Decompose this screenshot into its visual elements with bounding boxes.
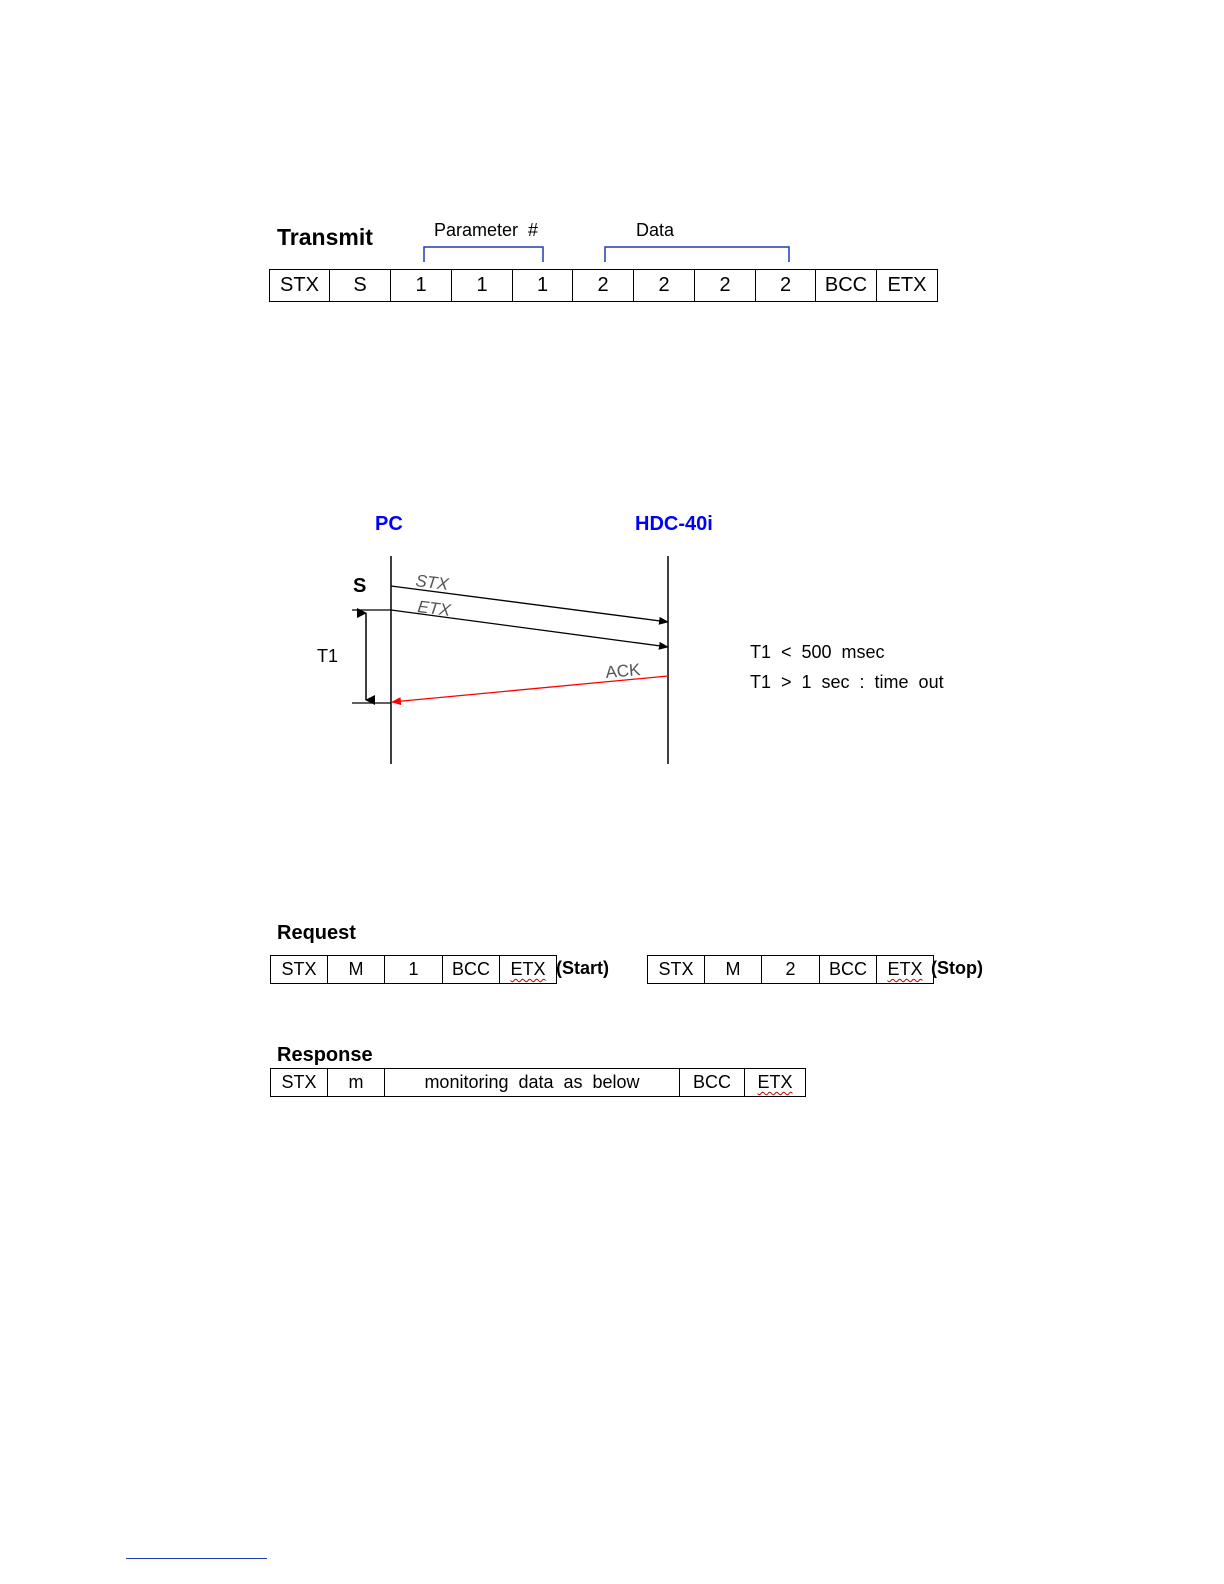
transmit-title: Transmit: [277, 224, 373, 250]
stop-cell-etx: [877, 956, 934, 984]
t1-label: T1: [317, 646, 339, 666]
request-title: Request: [277, 922, 356, 944]
response-title: Response: [277, 1044, 373, 1066]
frame-cell-data-3: 2: [695, 270, 756, 302]
start-cell-command: M: [328, 956, 385, 984]
frame-cell-data-4: 2: [756, 270, 816, 302]
parameter-label: Parameter #: [434, 220, 539, 240]
frame-cell-etx: ETX: [877, 270, 938, 302]
response-etx-text: ETX: [757, 1072, 793, 1092]
frame-cell-data-1: 2: [573, 270, 634, 302]
start-etx-text: ETX: [510, 959, 546, 979]
stop-cell-command: M: [705, 956, 762, 984]
send-label: S: [353, 575, 367, 597]
start-cell-etx: [500, 956, 557, 984]
response-cell-stx: STX: [271, 1069, 328, 1097]
frame-cell-data-2: 2: [634, 270, 695, 302]
table-row: [271, 956, 557, 984]
stx-arrow-label: STX: [414, 571, 450, 594]
stop-etx-text: ETX: [887, 959, 923, 979]
start-cell-code: 1: [385, 956, 443, 984]
request-start-suffix: (Start): [556, 958, 609, 978]
start-cell-stx: STX: [271, 956, 328, 984]
response-cell-monitoring-data: monitoring data as below: [385, 1069, 680, 1097]
response-cell-etx: [745, 1069, 806, 1097]
frame-cell-param-3: 1: [513, 270, 573, 302]
frame-cell-stx: STX: [270, 270, 330, 302]
ack-arrow-label: ACK: [604, 660, 642, 682]
etx-arrow-label: ETX: [416, 597, 452, 620]
table-row: [271, 1069, 806, 1097]
frame-cell-command: S: [330, 270, 391, 302]
data-label: Data: [636, 220, 675, 240]
stop-cell-code: 2: [762, 956, 820, 984]
device-label: HDC-40i: [635, 513, 713, 535]
pc-label: PC: [375, 513, 403, 535]
table-row: [648, 956, 934, 984]
timing-note-1: T1 < 500 msec: [750, 642, 885, 662]
frame-cell-param-1: 1: [391, 270, 452, 302]
start-cell-bcc: BCC: [443, 956, 500, 984]
frame-cell-bcc: BCC: [816, 270, 877, 302]
response-table: [270, 1068, 806, 1097]
stop-cell-bcc: BCC: [820, 956, 877, 984]
request-stop-table: [647, 955, 934, 984]
stop-cell-stx: STX: [648, 956, 705, 984]
request-stop-suffix: (Stop): [931, 958, 983, 978]
footnote-separator: [126, 1558, 267, 1559]
response-cell-bcc: BCC: [680, 1069, 745, 1097]
request-start-table: [270, 955, 557, 984]
timing-note-2: T1 > 1 sec : time out: [750, 672, 944, 692]
response-cell-command: m: [328, 1069, 385, 1097]
frame-cell-param-2: 1: [452, 270, 513, 302]
